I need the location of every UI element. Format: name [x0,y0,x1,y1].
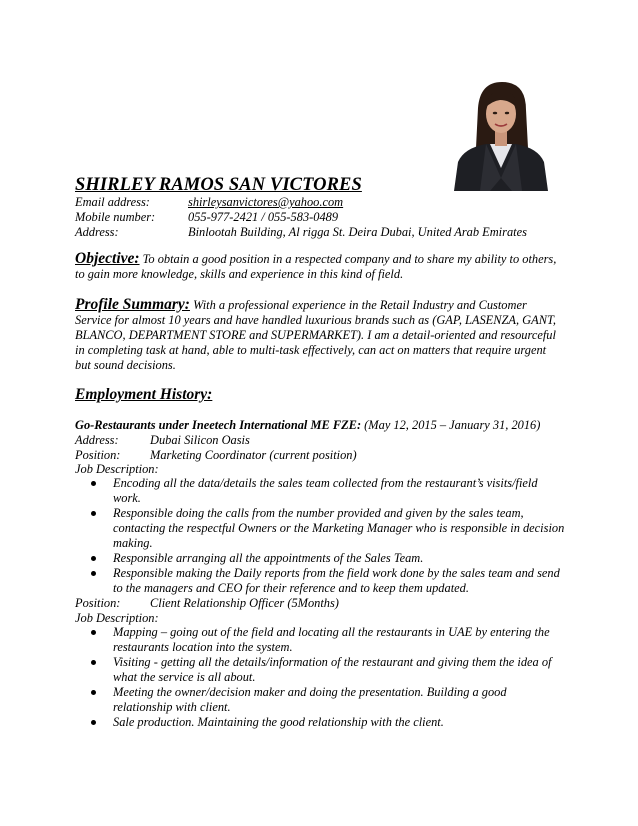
employment-dates: (May 12, 2015 – January 31, 2016) [361,418,541,432]
list-item [75,566,565,596]
position-label-2: Position: [75,596,121,610]
bullet-icon [91,481,96,486]
job-description-text-2: Job Description: [75,611,159,625]
duties-list-1 [75,476,565,596]
bullet-icon [91,660,96,665]
position-value-1: Marketing Coordinator (current position) [150,448,357,462]
company-name: Go-Restaurants under Ineetech International ME FZE: [75,418,362,432]
bullet-icon [91,720,96,725]
bullet-icon [91,511,96,516]
portrait-image [450,78,551,191]
duty-text: Sale production. Maintaining the good relationship with the client. [113,715,444,729]
duties-list-2 [75,625,565,730]
bullet-icon [91,690,96,695]
bullet-icon [91,630,96,635]
list-item [75,476,565,506]
duty-text: Responsible arranging all the appointments of the Sales Team. [113,551,424,565]
employment-history-heading: Employment History: [75,386,213,403]
email-label: Email address: [75,195,150,209]
list-item [75,715,565,730]
duty-text: Responsible making the Daily reports from the field work done by the sales team and send to the managers and CEO for their reference and to keep them updated. [113,566,560,595]
profile-summary-text: With a professional experience in the Retail Industry and Customer Service for almost 10 years and have handled luxurious brands such as (GAP, LASENZA, GANT, BLANCO, DEPARTMENT STORE and SUPERMARKET). I am a detail-oriented and resourceful in completing task at hand, able to multi-task effectively, can act on matters that require urgent but sound decisions. [75,298,557,372]
bullet-icon [91,556,96,561]
profile-summary-section [75,297,565,373]
mobile-label: Mobile number: [75,210,156,224]
job-address-value: Dubai Silicon Oasis [150,433,250,447]
objective-section [75,251,565,282]
job-description-text-1: Job Description: [75,462,159,476]
list-item [75,551,565,566]
bullet-icon [91,571,96,576]
list-item [75,506,565,551]
duty-text: Responsible doing the calls from the number provided and given by the sales team, contacting the respectful Owners or the Marketing Manager who is responsible in decision making. [113,506,565,550]
objective-heading: Objective: [75,250,140,267]
duty-text: Mapping – going out of the field and locating all the restaurants in UAE by entering the restaurants location into the system. [113,625,550,654]
mobile-value: 055-977-2421 / 055-583-0489 [188,210,339,224]
list-item [75,625,565,655]
position-label-1: Position: [75,448,121,462]
objective-text: To obtain a good position in a respected company and to share my ability to others, to gain more knowledge, skills and experience in this kind of field. [75,252,557,281]
profile-photo [450,78,551,191]
address-label: Address: [75,225,119,239]
address-value: Binlootah Building, Al rigga St. Deira Dubai, United Arab Emirates [188,225,527,239]
company-line [75,418,540,433]
position-value-2: Client Relationship Officer (5Months) [150,596,339,610]
email-link[interactable]: shirleysanvictores@yahoo.com [188,195,344,209]
duty-text: Encoding all the data/details the sales team collected from the restaurant’s visits/field work. [113,476,538,505]
profile-summary-heading: Profile Summary: [75,296,190,313]
list-item [75,685,565,715]
candidate-name: SHIRLEY RAMOS SAN VICTORES [75,175,362,195]
list-item [75,655,565,685]
job-address-label: Address: [75,433,119,447]
duty-text: Visiting - getting all the details/information of the restaurant and giving them the idea of what the service is all about. [113,655,552,684]
duty-text: Meeting the owner/decision maker and doing the presentation. Building a good relationship with client. [113,685,507,714]
